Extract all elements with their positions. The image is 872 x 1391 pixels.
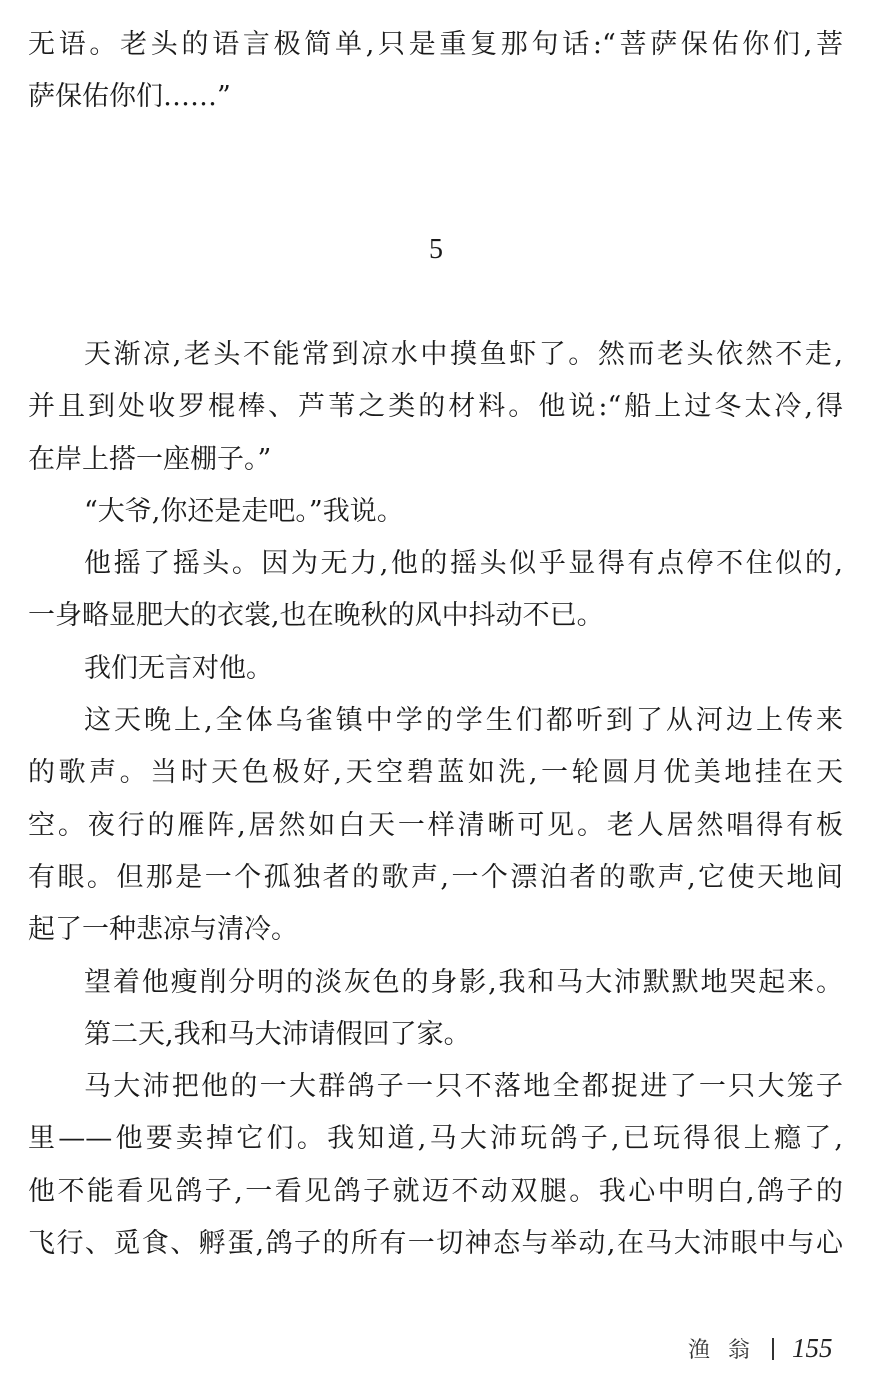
text-line: 一身略显肥大的衣裳,也在晚秋的风中抖动不已。 [28, 600, 604, 632]
section-number: 5 [429, 234, 443, 265]
top-paragraph [28, 19, 843, 124]
text-line: 里——他要卖掉它们。我知道,马大沛玩鸽子,已玩得很上瘾了, [28, 1123, 843, 1155]
text-line: 有眼。但那是一个孤独者的歌声,一个漂泊者的歌声,它使天地间 [28, 861, 843, 893]
text-line: 无语。老头的语言极简单,只是重复那句话:“菩萨保佑你们,菩 [28, 29, 843, 60]
text-line: 的歌声。当时天色极好,天空碧蓝如洗,一轮圆月优美地挂在天 [28, 757, 843, 789]
text-line: 我们无言对他。 [84, 652, 273, 684]
text-line: 空。夜行的雁阵,居然如白天一样清晰可见。老人居然唱得有板 [28, 809, 843, 841]
text-line: 马大沛把他的一大群鸽子一只不落地全都捉进了一只大笼子 [84, 1071, 843, 1103]
text-line: 在岸上搭一座棚子。” [28, 443, 272, 475]
running-title: 渔翁 [688, 1338, 769, 1363]
page-footer [688, 1333, 833, 1364]
text-line: 他摇了摇头。因为无力,他的摇头似乎显得有点停不住似的, [84, 548, 843, 580]
divider [772, 1338, 774, 1360]
text-line: 萨保佑你们……” [28, 81, 231, 113]
text-line: 第二天,我和马大沛请假回了家。 [84, 1018, 471, 1050]
text-line: 望着他瘦削分明的淡灰色的身影,我和马大沛默默地哭起来。 [84, 966, 843, 998]
text-line: “大爷,你还是走吧。”我说。 [84, 495, 404, 527]
text-line: 并且到处收罗棍棒、芦苇之类的材料。他说:“船上过冬太冷,得 [28, 391, 843, 423]
text-line: 这天晚上,全体乌雀镇中学的学生们都听到了从河边上传来 [84, 705, 843, 737]
page-number: 155 [792, 1333, 833, 1363]
text-line: 天渐凉,老头不能常到凉水中摸鱼虾了。然而老头依然不走, [84, 339, 843, 370]
text-line: 他不能看见鸽子,一看见鸽子就迈不动双腿。我心中明白,鸽子的 [28, 1175, 843, 1207]
text-line: 起了一种悲凉与清冷。 [28, 914, 298, 946]
body-text [28, 329, 843, 1270]
text-line: 飞行、觅食、孵蛋,鸽子的所有一切神态与举动,在马大沛眼中与心 [28, 1228, 843, 1260]
